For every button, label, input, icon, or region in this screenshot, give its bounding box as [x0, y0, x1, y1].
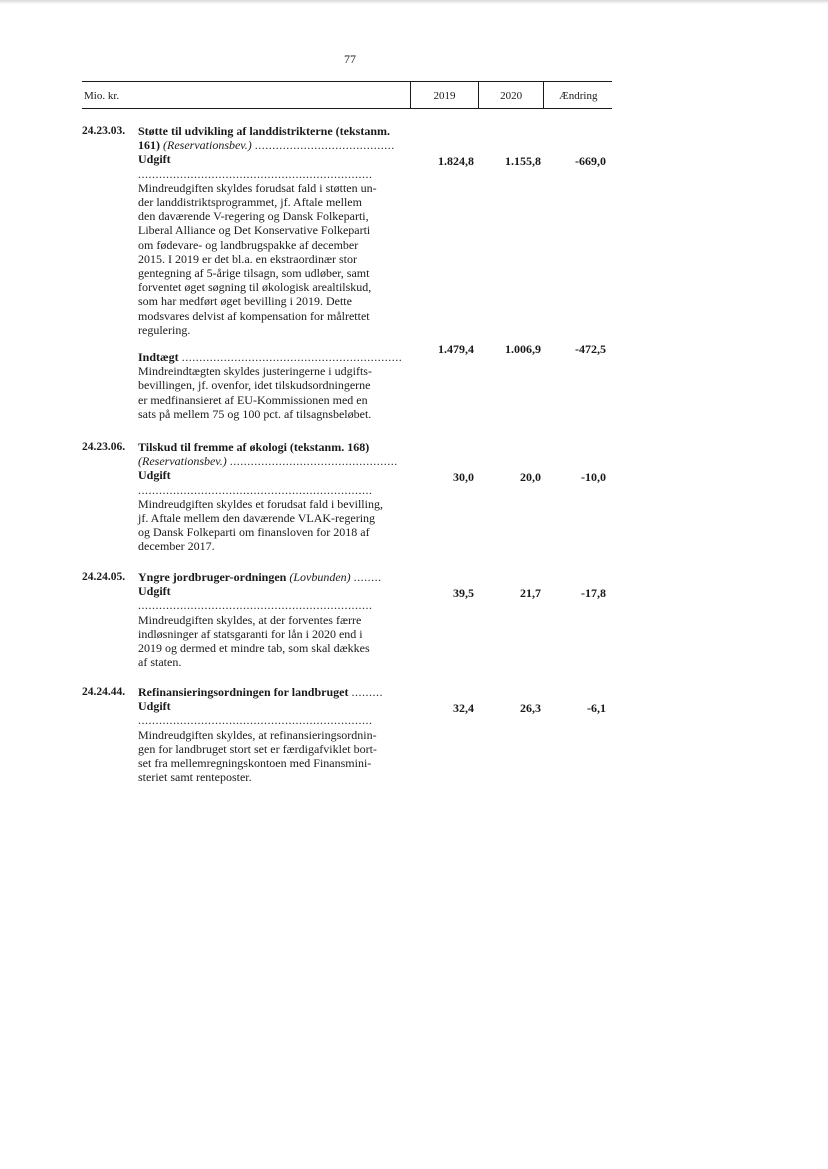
explanation-line: december 2017.	[138, 539, 215, 554]
line-label: Udgift	[138, 152, 171, 167]
explanation	[138, 364, 408, 421]
leader-dots: ...................................................................	[138, 482, 373, 497]
explanation	[138, 728, 408, 785]
explanation-line: den daværende V-regering og Dansk Folkeparti,	[138, 209, 369, 224]
explanation-line: set fra mellemregningskontoen med Finansmini-	[138, 756, 372, 771]
column-header-row	[82, 81, 612, 109]
value-change: -17,8	[581, 586, 606, 600]
explanation-line: gen for landbruget stort set er færdigafviklet bort-	[138, 741, 377, 756]
leader-dots: ...................................................................	[138, 166, 373, 181]
entry-title: Støtte til udvikling af landdistrikterne (tekstanm.	[138, 124, 391, 138]
explanation-line: indløsninger af statsgaranti for lån i 2020 end i	[138, 626, 363, 641]
page-number: 77	[344, 52, 356, 66]
entry-title-end: 161)	[138, 138, 160, 153]
entry-body	[138, 685, 408, 784]
value-2019: 30,0	[453, 470, 474, 484]
value-2019: 39,5	[453, 586, 474, 600]
line-label: Udgift	[138, 699, 171, 714]
account-number: 24.23.06.	[82, 441, 126, 453]
value-2020: 26,3	[520, 701, 541, 715]
value-change: -472,5	[575, 342, 606, 356]
explanation-line: Mindreudgiften skyldes et forudsat fald i bevilling,	[138, 496, 383, 511]
entry-title: Yngre jordbruger-ordningen	[138, 570, 287, 584]
leader-dots: .........	[351, 685, 383, 699]
explanation-line: Mindreindtægten skyldes justeringerne i udgifts-	[138, 364, 372, 379]
entry-title-line	[138, 570, 408, 584]
value-2020: 1.155,8	[505, 154, 541, 168]
explanation-line: forventet øget søgning til økologisk arealtilskud,	[138, 280, 372, 295]
explanation-line: som har medført øget bevilling i 2019. Dette	[138, 294, 352, 309]
scan-edge	[0, 0, 828, 4]
leader-dots: ...............................................................	[181, 350, 403, 365]
explanation-line: 2019 og dermed et mindre tab, som skal dækkes	[138, 641, 370, 656]
entry-subtitle-line	[138, 454, 408, 468]
leader-dots: ........................................	[254, 138, 395, 153]
entry-appropriation-type: (Lovbunden)	[289, 570, 351, 584]
explanation-line: gentegning af 5-årige tilsagn, som udløber, samt	[138, 266, 370, 281]
explanation	[138, 613, 408, 670]
entry-title-cont	[138, 138, 408, 152]
entry-title: Refinansieringsordningen for landbruget	[138, 685, 349, 699]
explanation-line: der landdistriktsprogrammet, jf. Aftale mellem	[138, 195, 362, 210]
entry-body	[138, 440, 408, 554]
explanation-line: Mindreudgiften skyldes, at der forventes færre	[138, 612, 362, 627]
value-change: -10,0	[581, 470, 606, 484]
value-2019: 1.479,4	[438, 342, 474, 356]
explanation-line: modsvares delvist af kompensation for målrettet	[138, 308, 370, 323]
entry-title-line	[138, 685, 408, 699]
value-2020: 21,7	[520, 586, 541, 600]
account-number: 24.23.03.	[82, 125, 126, 137]
unit-label: Mio. kr.	[84, 90, 120, 102]
leader-dots: ...................................................................	[138, 713, 373, 728]
explanation-line: om fødevare- og landbrugspakke af december	[138, 237, 359, 252]
value-2020: 1.006,9	[505, 342, 541, 356]
line-label: Udgift	[138, 468, 171, 483]
explanation	[138, 497, 408, 554]
leader-dots: ...................................................................	[138, 598, 373, 613]
leader-dots: ................................................	[229, 454, 398, 469]
account-number: 24.24.05.	[82, 571, 126, 583]
entry-appropriation-type: (Reservationsbev.)	[138, 454, 227, 469]
explanation-line: Mindreudgiften skyldes, at refinansieringsordnin-	[138, 727, 377, 742]
line-udgift	[138, 584, 408, 612]
leader-dots: ........	[353, 570, 382, 584]
line-label: Udgift	[138, 584, 171, 599]
value-2019: 32,4	[453, 701, 474, 715]
entry-title: Tilskud til fremme af økologi (tekstanm. 168)	[138, 440, 370, 454]
account-number: 24.24.44.	[82, 686, 126, 698]
column-2020: 2020	[478, 82, 544, 108]
line-label: Indtægt	[138, 350, 179, 365]
value-2020: 20,0	[520, 470, 541, 484]
line-udgift	[138, 468, 408, 496]
line-indtaegt	[138, 350, 408, 364]
explanation-line: af staten.	[138, 655, 182, 670]
value-change: -669,0	[575, 154, 606, 168]
explanation-line: jf. Aftale mellem den daværende VLAK-regering	[138, 511, 376, 526]
explanation-line: Liberal Alliance og Det Konservative Folkeparti	[138, 223, 371, 238]
line-udgift	[138, 699, 408, 727]
explanation-line: regulering.	[138, 322, 191, 337]
explanation-line: er medfinansieret af EU-Kommissionen med en	[138, 392, 368, 407]
line-udgift	[138, 152, 408, 180]
value-2019: 1.824,8	[438, 154, 474, 168]
explanation-line: Mindreudgiften skyldes forudsat fald i støtten un-	[138, 180, 377, 195]
entry-appropriation-type: (Reservationsbev.)	[163, 138, 252, 153]
value-change: -6,1	[587, 701, 606, 715]
explanation-line: sats på mellem 75 og 100 pct. af tilsagnsbeløbet.	[138, 406, 372, 421]
column-change: Ændring	[543, 82, 612, 108]
entry-body	[138, 570, 408, 669]
explanation-line: 2015. I 2019 er det bl.a. en ekstraordinær stor	[138, 251, 357, 266]
explanation-line: bevillingen, jf. ovenfor, idet tilskudsordningerne	[138, 378, 371, 393]
explanation	[138, 181, 408, 337]
column-2019: 2019	[410, 82, 478, 108]
explanation-line: steriet samt renteposter.	[138, 770, 252, 785]
entry-body	[138, 124, 408, 421]
explanation-line: og Dansk Folkeparti om finansloven for 2018 af	[138, 525, 370, 540]
